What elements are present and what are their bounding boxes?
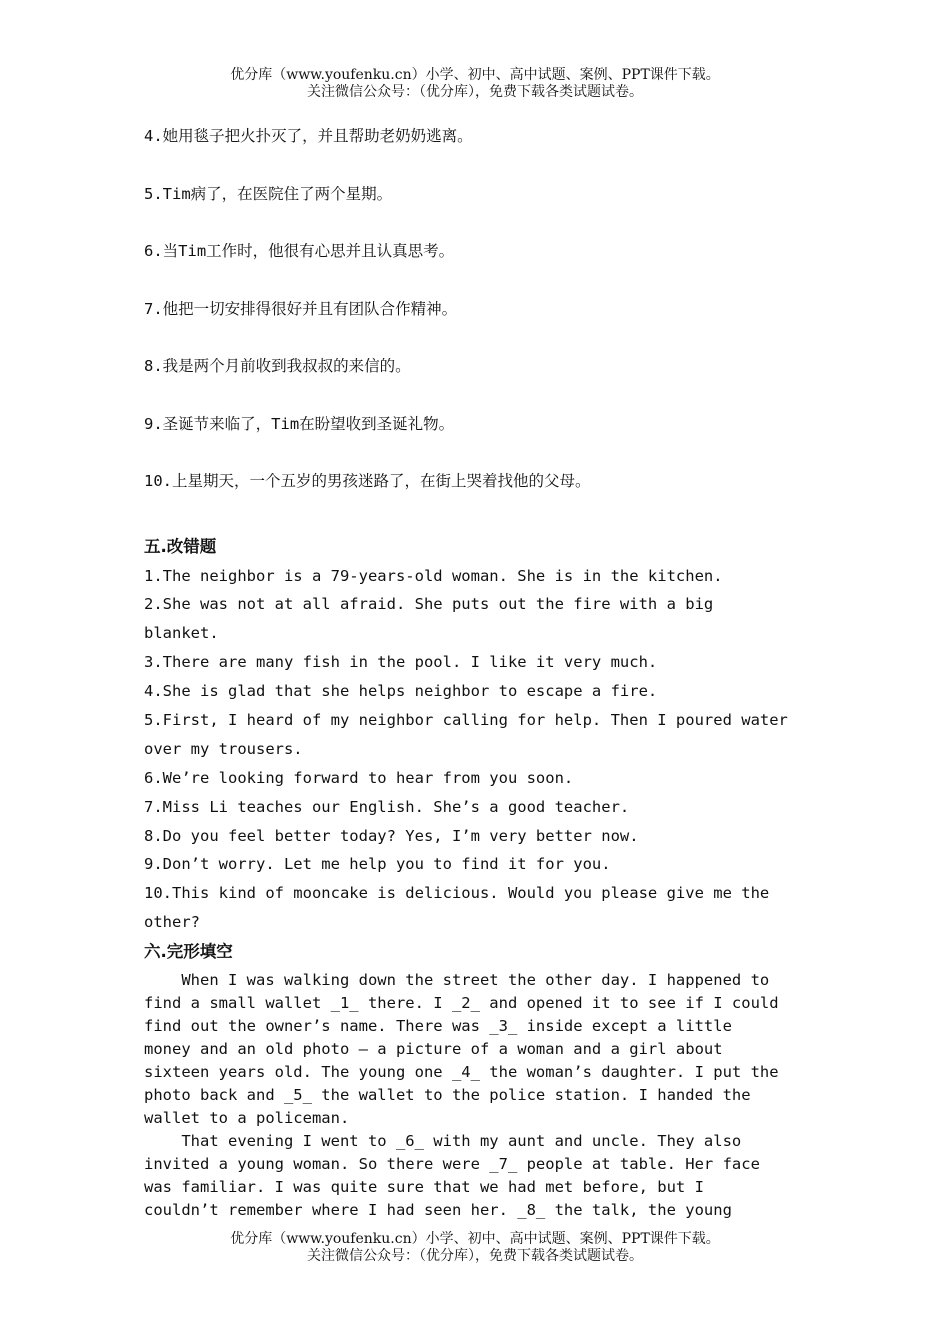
page-header (0, 67, 950, 101)
cloze-passage-line: When I was walking down the street the other day. I happened to (144, 971, 770, 990)
header-line-2: 关注微信公众号：（优分库），免费下载各类试题试卷。 (307, 84, 643, 100)
page-footer (0, 1231, 950, 1265)
footer-line-1: 优分库（www.youfenku.cn）小学、初中、高中试题、案例、PPT课件下载。 (230, 1231, 720, 1247)
cloze-passage-line: find out the owner’s name. There was _3_ inside except a little (144, 1017, 732, 1036)
document-body (144, 122, 814, 1222)
cloze-passage-line: couldn’t remember where I had seen her. _8_ the talk, the young (144, 1201, 732, 1220)
error-correction-line: 10.This kind of mooncake is delicious. Would you please give me the (144, 884, 770, 903)
translation-item: 10.上星期天，一个五岁的男孩迷路了，在街上哭着找他的父母。 (144, 472, 591, 490)
error-correction-line: 3.There are many fish in the pool. I like it very much. (144, 653, 658, 672)
error-correction-line: over my trousers. (144, 739, 303, 758)
error-correction-line: 9.Don’t worry. Let me help you to find it for you. (144, 855, 611, 874)
footer-line-2: 关注微信公众号：（优分库），免费下载各类试题试卷。 (307, 1248, 643, 1264)
header-line-1: 优分库（www.youfenku.cn）小学、初中、高中试题、案例、PPT课件下载。 (230, 67, 720, 83)
translation-item: 6.当Tim工作时，他很有心思并且认真思考。 (144, 242, 455, 260)
error-correction-line: 5.First, I heard of my neighbor calling for help. Then I poured water (144, 710, 788, 729)
cloze-passage-line: sixteen years old. The young one _4_ the woman’s daughter. I put the (144, 1063, 779, 1082)
error-correction-line: blanket. (144, 624, 219, 643)
section-title-error-correction: 五.改错题 (144, 536, 217, 556)
error-correction-line: 8.Do you feel better today? Yes, I’m very better now. (144, 826, 639, 845)
error-correction-line: 2.She was not at all afraid. She puts out the fire with a big (144, 595, 714, 614)
cloze-passage-line: photo back and _5_ the wallet to the police station. I handed the (144, 1086, 751, 1105)
error-correction-line: 7.Miss Li teaches our English. She’s a good teacher. (144, 797, 630, 816)
error-correction-line: other? (144, 913, 200, 932)
translation-item: 7.他把一切安排得很好并且有团队合作精神。 (144, 299, 458, 318)
error-correction-line: 1.The neighbor is a 79-years-old woman. She is in the kitchen. (144, 566, 723, 585)
translation-item: 8.我是两个月前收到我叔叔的来信的。 (144, 357, 411, 375)
translation-item: 4.她用毯子把火扑灭了，并且帮助老奶奶逃离。 (144, 127, 473, 145)
translation-item: 9.圣诞节来临了，Tim在盼望收到圣诞礼物。 (144, 414, 455, 433)
cloze-passage-line: That evening I went to _6_ with my aunt and uncle. They also (144, 1132, 742, 1151)
error-correction-line: 4.She is glad that she helps neighbor to escape a fire. (144, 682, 658, 701)
cloze-passage-line: invited a young woman. So there were _7_ people at table. Her face (144, 1155, 760, 1174)
cloze-passage-line: wallet to a policeman. (144, 1109, 350, 1128)
cloze-passage-line: money and an old photo – a picture of a woman and a girl about (144, 1040, 723, 1059)
cloze-passage-line: was familiar. I was quite sure that we had met before, but I (144, 1178, 704, 1197)
translation-item: 5.Tim病了，在医院住了两个星期。 (144, 184, 393, 203)
section-title-cloze: 六.完形填空 (144, 942, 233, 962)
error-correction-line: 6.We’re looking forward to hear from you soon. (144, 768, 574, 787)
cloze-passage-line: find a small wallet _1_ there. I _2_ and opened it to see if I could (144, 994, 779, 1013)
